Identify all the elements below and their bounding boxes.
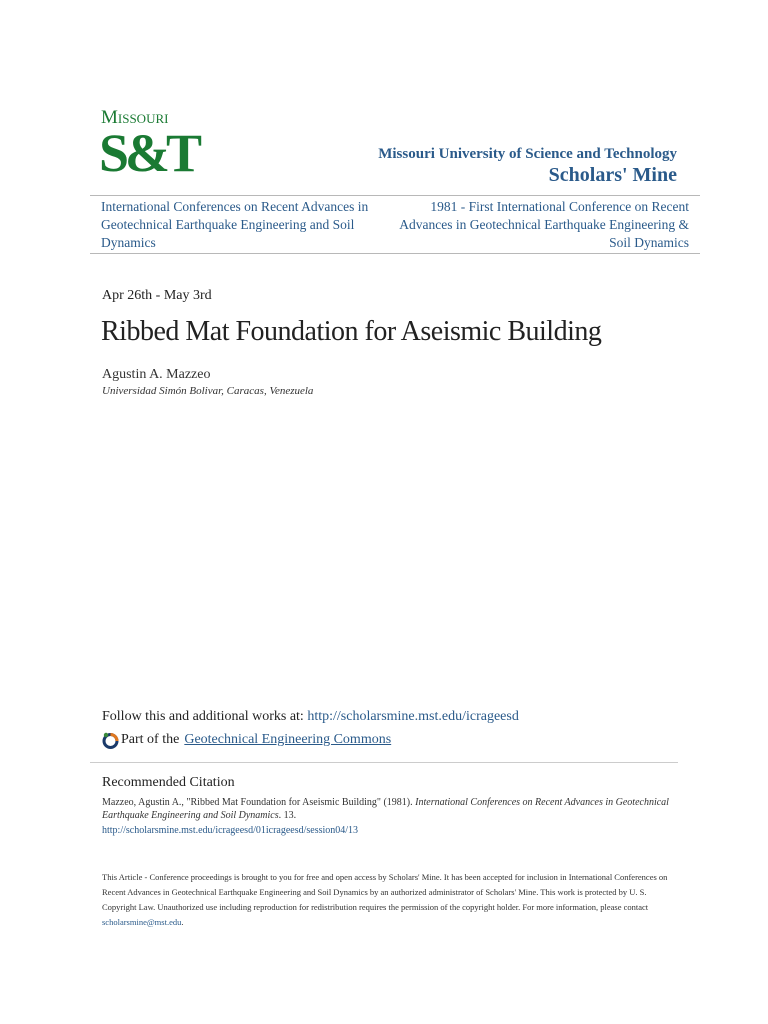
author-name: Agustin A. Mazzeo — [102, 367, 211, 382]
conference-edition-link[interactable]: 1981 - First International Conference on Recent Advances in Geotechnical Earthquake Engineering & Soil Dynamics — [399, 199, 689, 250]
repository-name[interactable]: Scholars' Mine — [548, 164, 677, 186]
geotechnical-commons-link[interactable]: Geotechnical Engineering Commons — [184, 732, 392, 747]
citation-journal: International Conferences on Recent Advances in Geotechnical Earthquake Engineering and Soil Dynamics — [102, 797, 669, 821]
logo-main-text: S&T — [99, 123, 199, 183]
notice-end: . — [181, 917, 184, 927]
institution-header — [378, 145, 677, 187]
commons-line — [102, 731, 391, 749]
citation-lead: Mazzeo, Agustin A., "Ribbed Mat Foundation for Aseismic Building" (1981). — [102, 797, 416, 808]
conference-series-link[interactable]: International Conferences on Recent Advances in Geotechnical Earthquake Engineering and Soil Dynamics — [101, 199, 369, 250]
collection-band — [90, 195, 700, 254]
citation-divider — [90, 762, 678, 763]
copyright-notice — [102, 870, 668, 930]
follow-line — [102, 708, 519, 726]
event-date: Apr 26th - May 3rd — [102, 288, 212, 303]
article-title: Ribbed Mat Foundation for Aseismic Building — [101, 316, 602, 347]
collection-url-link[interactable]: http://scholarsmine.mst.edu/icrageesd — [307, 709, 519, 724]
citation-tail: . 13. — [278, 810, 297, 821]
institution-name[interactable]: Missouri University of Science and Technology — [378, 146, 677, 162]
missouri-st-logo — [99, 107, 199, 188]
citation-url-link[interactable]: http://scholarsmine.mst.edu/icrageesd/01icrageesd/session04/13 — [102, 825, 359, 836]
commons-label: Part of the — [121, 732, 180, 747]
logo-top-text: Missouri — [101, 107, 169, 128]
notice-text: This Article - Conference proceedings is brought to you for free and open access by Scholars' Mine. It has been accepted for inclusion in International Conferences on Recent Advances in Geotechnical Earthquake Engineering and Soil Dynamics by an authorized administrator of Scholars' Mine. This work is protected by U. S. Copyright Law. Unauthorized use including reproduction for redistribution requires the permission of the copyright holder. For more information, please contact — [102, 872, 668, 912]
contact-email-link[interactable]: scholarsmine@mst.edu — [102, 917, 182, 927]
bepress-commons-icon — [102, 732, 119, 749]
follow-label: Follow this and additional works at: — [102, 709, 308, 724]
author-affiliation: Universidad Simón Bolivar, Caracas, Venezuela — [102, 385, 314, 397]
citation-heading: Recommended Citation — [102, 775, 235, 790]
citation-text — [102, 796, 672, 822]
